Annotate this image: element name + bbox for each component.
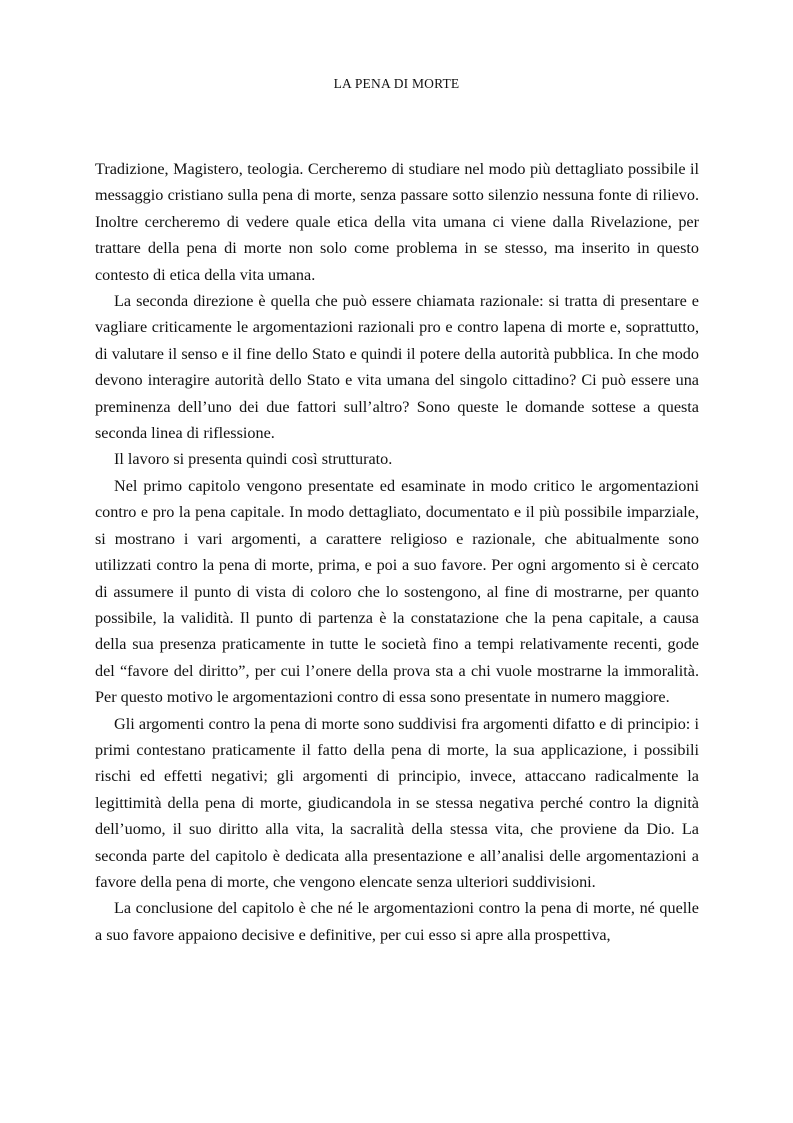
running-header: LA PENA DI MORTE <box>333 76 460 91</box>
paragraph-6: La conclusione del capitolo è che né le argomentazioni contro la pena di morte, né quelle a suo favore appaiono decisive e definitive, per cui esso si apre alla prospettiva, <box>95 899 699 944</box>
paragraph-2: La seconda direzione è quella che può essere chiamata razionale: si tratta di presentare e vagliare criticamente le argomentazioni razionali pro e contro lapena di morte e, soprattutto, di valutare il senso e il fine dello Stato e quindi il potere della autorità pubblica. In che modo devono interagire autorità dello Stato e vita umana del singolo cittadino? Ci può essere una preminenza dell’uno dei due fattori sull’altro? Sono queste le domande sottese a questa seconda linea di riflessione. <box>95 292 699 443</box>
body-text <box>95 156 699 948</box>
paragraph-1: Tradizione, Magistero, teologia. Cercheremo di studiare nel modo più dettagliato possibile il messaggio cristiano sulla pena di morte, senza passare sotto silenzio nessuna fonte di rilievo. Inoltre cercheremo di vedere quale etica della vita umana ci viene dalla Rivelazione, per trattare della pena di morte non solo come problema in se stesso, ma inserito in questo contesto di etica della vita umana. <box>95 160 699 284</box>
paragraph-3: Il lavoro si presenta quindi così strutturato. <box>114 450 393 469</box>
paragraph-5: Gli argomenti contro la pena di morte sono suddivisi fra argomenti difatto e di principio: i primi contestano praticamente il fatto della pena di morte, la sua applicazione, i possibili rischi ed effetti negativi; gli argomenti di principio, invece, attaccano radicalmente la legittimità della pena di morte, giudicandola in se stessa negativa perché contro la dignità dell’uomo, il suo diritto alla vita, la sacralità della stessa vita, che proviene da Dio. La seconda parte del capitolo è dedicata alla presentazione e all’analisi delle argomentazioni a favore della pena di morte, che vengono elencate senza ulteriori suddivisioni. <box>95 714 699 891</box>
paragraph-4: Nel primo capitolo vengono presentate ed esaminate in modo critico le argomentazioni contro e pro la pena capitale. In modo dettagliato, documentato e il più possibile imparziale, si mostrano i vari argomenti, a carattere religioso e razionale, che abitualmente sono utilizzati contro la pena di morte, prima, e poi a suo favore. Per ogni argomento si è cercato di assumere il punto di vista di coloro che lo sostengono, al fine di mostrarne, per quanto possibile, la validità. Il punto di partenza è la constatazione che la pena capitale, a causa della sua presenza praticamente in tutte le società fino a tempi relativamente recenti, gode del “favore del diritto”, per cui l’onere della prova sta a chi vuole mostrarne la immoralità. Per questo motivo le argomentazioni contro di essa sono presentate in numero maggiore. <box>95 476 699 707</box>
